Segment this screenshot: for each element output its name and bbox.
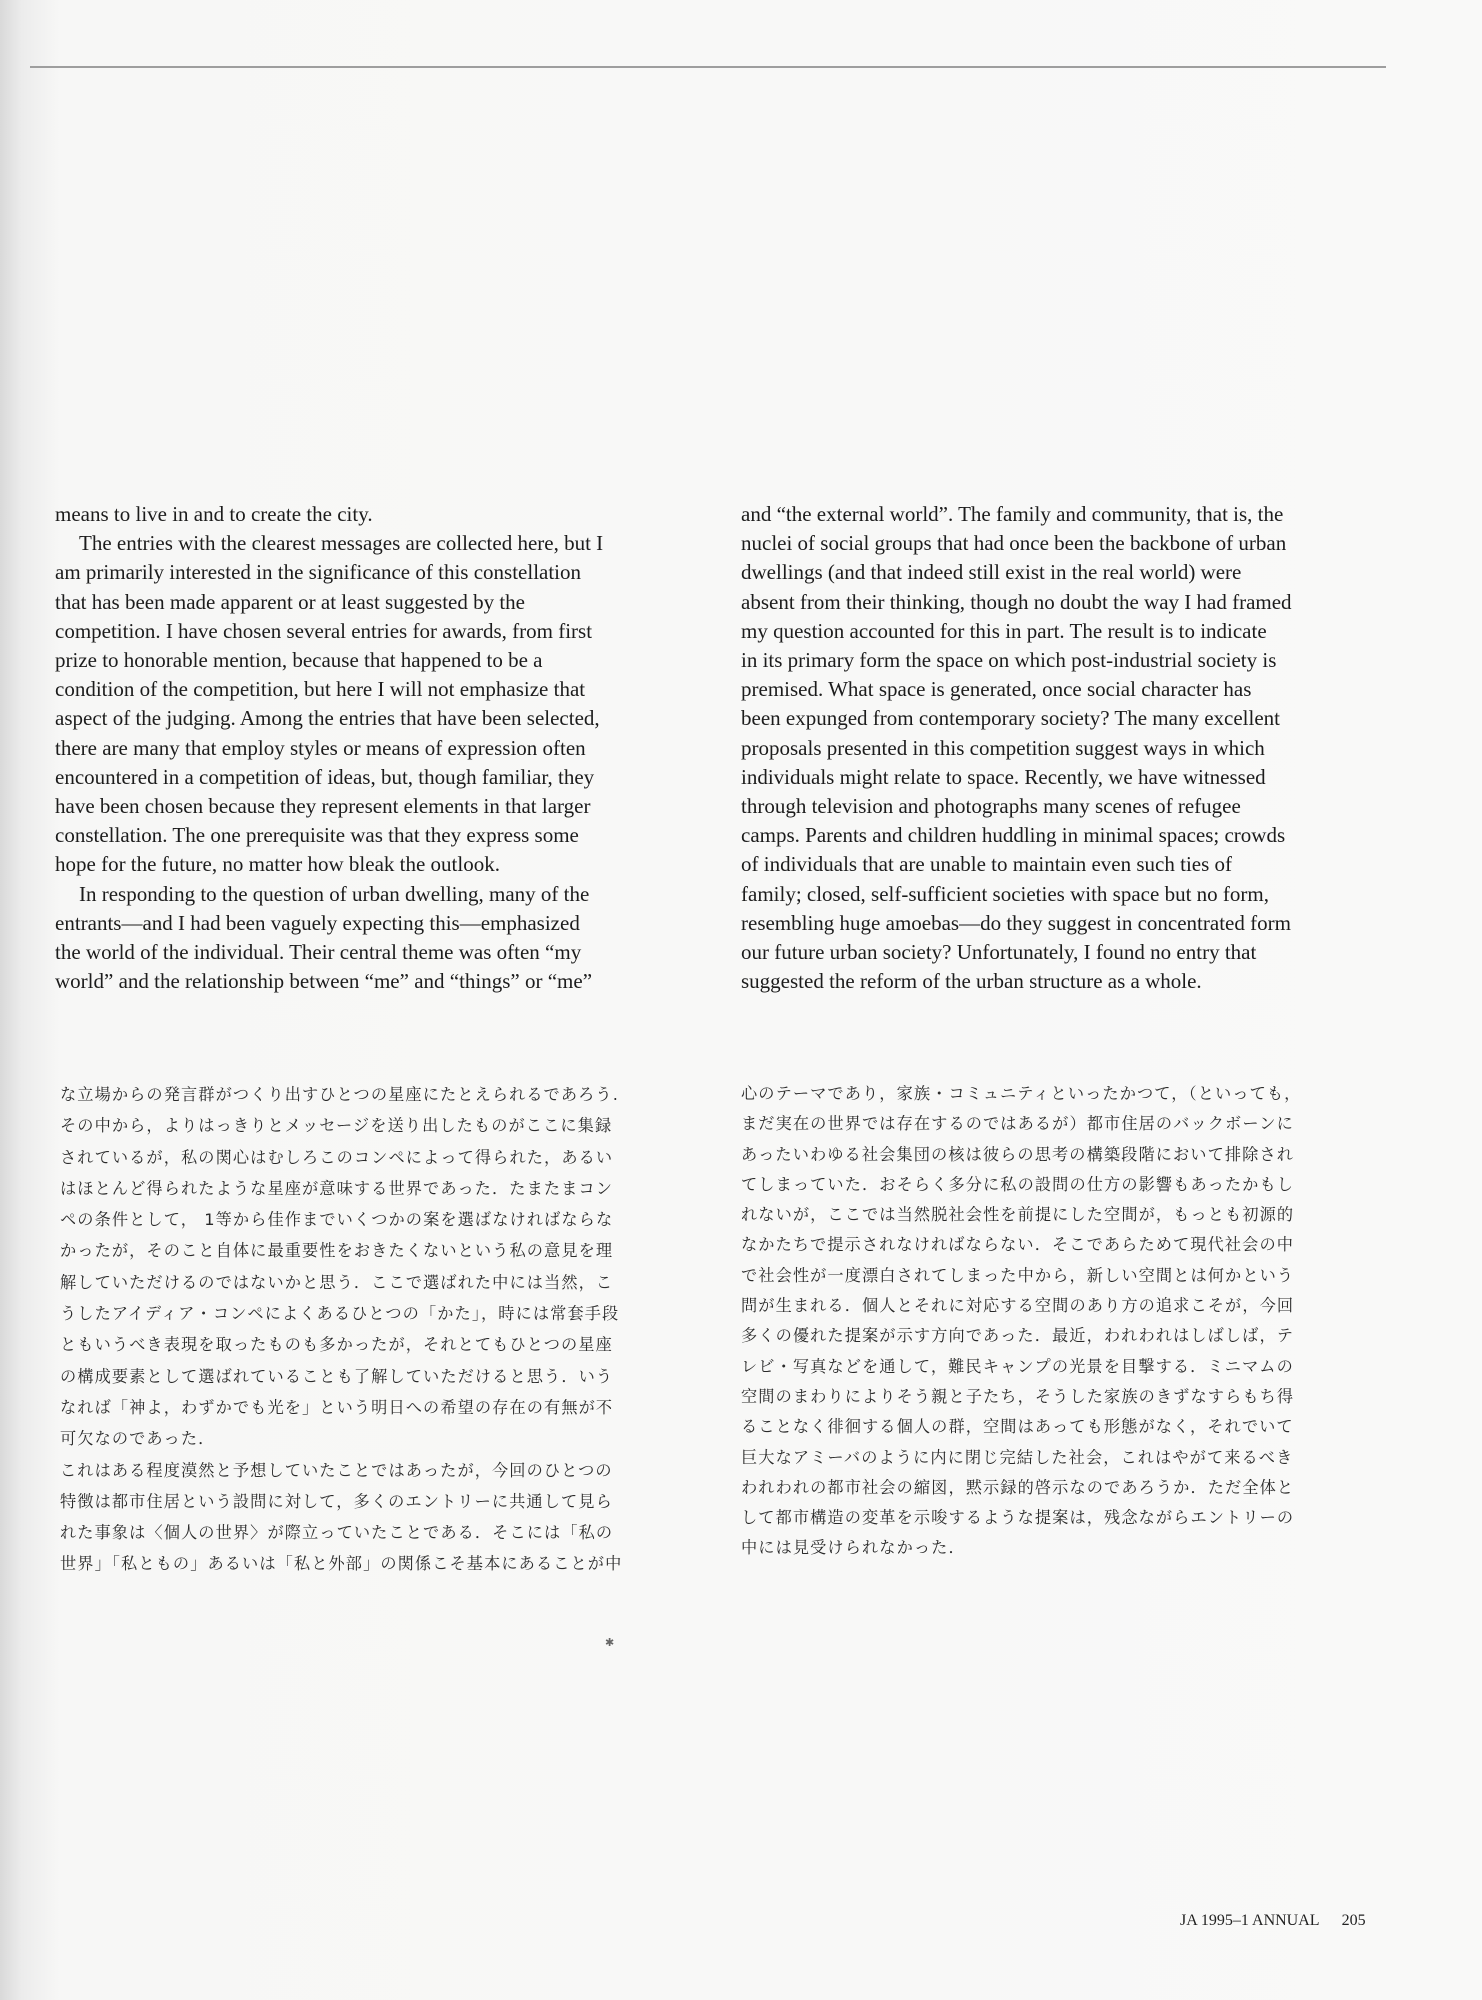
- text-line: prize to honorable mention, because that happened to be a: [55, 648, 543, 673]
- text-line: am primarily interested in the significance of this constellation: [55, 560, 582, 585]
- text-line: have been chosen because they represent elements in that larger: [55, 794, 591, 819]
- japanese-text-line: 空間のまわりによりそう親と子たち，そうした家族のきずなすらもち得: [741, 1386, 1295, 1406]
- japanese-text-line: な立場からの発言群がつくり出すひとつの星座にたとえられるであろう.: [60, 1085, 619, 1104]
- text-line: there are many that employ styles or means of expression often: [55, 735, 586, 760]
- japanese-text-line: 巨大なアミーバのように内に閉じ完結した社会，これはやがて来るべき: [741, 1447, 1294, 1467]
- text-line: of individuals that are unable to maintain even such ties of: [741, 852, 1233, 877]
- japanese-text-line: ペの条件として， 1等から佳作までいくつかの案を選ばなければならな: [60, 1210, 614, 1230]
- publication-name: JA 1995–1 ANNUAL: [1180, 1912, 1320, 1929]
- japanese-text-line: れないが，ここでは当然脱社会性を前提にした空間が，もっとも初源的: [741, 1205, 1295, 1225]
- text-line: that has been made apparent or at least suggested by the: [55, 589, 525, 614]
- text-line: suggested the reform of the urban structure as a whole.: [741, 969, 1202, 994]
- text-line: condition of the competition, but here I will not emphasize that: [55, 677, 586, 702]
- text-line: and “the external world”. The family and community, that is, the: [741, 502, 1284, 526]
- japanese-text-line: 可欠なのであった．: [60, 1429, 216, 1449]
- text-line: constellation. The one prerequisite was that they express some: [55, 823, 579, 848]
- text-line: been expunged from contemporary society? The many excellent: [741, 706, 1280, 731]
- page-footer: [1180, 1912, 1366, 1930]
- text-line: resembling huge amoebas—do they suggest in concentrated form: [741, 910, 1291, 935]
- japanese-text-line: ることなく徘徊する個人の群，空間はあっても形態がなく，それでいて: [741, 1417, 1294, 1437]
- top-rule: [30, 66, 1386, 68]
- japanese-text-line: レビ・写真などを通して，難民キャンプの光景を目撃する．ミニマムの: [741, 1356, 1294, 1376]
- text-line: world” and the relationship between “me” and “things” or “me”: [55, 969, 593, 994]
- text-line: family; closed, self-sufficient societies with space but no form,: [741, 881, 1269, 906]
- japanese-text-line: ともいうべき表現を取ったものも多かったが，それとてもひとつの星座: [60, 1335, 613, 1355]
- japanese-text-line: うしたアイディア・コンペによくあるひとつの「かた」，時には常套手段: [60, 1304, 620, 1324]
- japanese-text-line: 心のテーマであり，家族・コミュニティといったかつて，（といっても，: [741, 1084, 1302, 1103]
- text-line: aspect of the judging. Among the entries that have been selected,: [55, 706, 600, 731]
- english-paragraph: [55, 500, 701, 529]
- english-column-right: [741, 500, 1387, 996]
- text-line: proposals presented in this competition suggest ways in which: [741, 735, 1265, 760]
- page-number: 205: [1341, 1912, 1366, 1929]
- english-paragraph: [55, 880, 701, 997]
- text-line: entrants—and I had been vaguely expecting this—emphasized: [55, 910, 580, 935]
- text-line: absent from their thinking, though no doubt the way I had framed: [741, 589, 1292, 614]
- japanese-text-line: これはある程度漠然と予想していたことではあったが，今回のひとつの: [60, 1460, 613, 1480]
- japanese-text-line: なかたちで提示されなければならない．そこであらためて現代社会の中: [741, 1235, 1295, 1255]
- text-line: competition. I have chosen several entries for awards, from first: [55, 618, 593, 643]
- japanese-text-line: れた事象は〈個人の世界〉が際立っていたことである．そこには「私の: [60, 1523, 614, 1543]
- english-paragraph: [55, 529, 701, 879]
- japanese-text-line: で社会性が一度漂白されてしまった中から，新しい空間とは何かという: [741, 1265, 1295, 1285]
- japanese-text-line: の構成要素として選ばれていることも了解していただけると思う．いう: [60, 1366, 614, 1386]
- gutter-mark-icon: ✱: [605, 1636, 615, 1649]
- text-line: dwellings (and that indeed still exist in the real world) were: [741, 560, 1242, 585]
- text-line: nuclei of social groups that had once been the backbone of urban: [741, 531, 1287, 556]
- japanese-text-line: かったが，そのこと自体に最重要性をおきたくないという私の意見を理: [60, 1241, 614, 1261]
- text-line: encountered in a competition of ideas, but, though familiar, they: [55, 764, 595, 789]
- japanese-text-line: 解していただけるのではないかと思う．ここで選ばれた中には当然，こ: [60, 1272, 614, 1292]
- english-column-left: [55, 500, 701, 996]
- japanese-text-line: 世界」「私ともの」あるいは「私と外部」の関係こそ基本にあることが中: [60, 1554, 623, 1574]
- japanese-text-line: 中には見受けられなかった．: [741, 1538, 966, 1558]
- text-line: camps. Parents and children huddling in minimal spaces; crowds: [741, 823, 1286, 848]
- japanese-text-line: あったいわゆる社会集団の核は彼らの思考の構築段階において排除され: [741, 1144, 1295, 1164]
- japanese-column-left: [60, 1079, 720, 1580]
- japanese-text-line: その中から，よりはっきりとメッセージを送り出したものがここに集録: [60, 1116, 613, 1136]
- text-line: In responding to the question of urban dwelling, many of the: [79, 881, 590, 906]
- text-line: individuals might relate to space. Recently, we have witnessed: [741, 764, 1266, 789]
- text-line: in its primary form the space on which post-industrial society is: [741, 648, 1277, 673]
- japanese-column-right: [741, 1079, 1401, 1564]
- text-line: The entries with the clearest messages are collected here, but I: [79, 531, 604, 556]
- japanese-text-line: われわれの都市社会の縮図，黙示録的啓示なのであろうか．ただ全体と: [741, 1477, 1295, 1497]
- text-line: the world of the individual. Their central theme was often “my: [55, 940, 582, 965]
- text-line: through television and photographs many scenes of refugee: [741, 794, 1241, 819]
- japanese-text-line: なれば「神よ，わずかでも光を」という明日への希望の存在の有無が不: [60, 1397, 614, 1417]
- text-line: our future urban society? Unfortunately, I found no entry that: [741, 940, 1257, 965]
- japanese-text-line: まだ実在の世界では存在するのではあるが）都市住居のバックボーンに: [741, 1114, 1294, 1134]
- japanese-text-line: して都市構造の変革を示唆するような提案は，残念ながらエントリーの: [741, 1508, 1295, 1528]
- japanese-text-line: 多くの優れた提案が示す方向であった．最近，われわれはしばしば，テ: [741, 1326, 1295, 1346]
- japanese-text-line: 問が生まれる．個人とそれに対応する空間のあり方の追求こそが，今回: [741, 1296, 1295, 1316]
- text-line: premised. What space is generated, once social character has: [741, 677, 1252, 702]
- japanese-text-line: てしまっていた．おそらく多分に私の設問の仕方の影響もあったかもし: [741, 1174, 1295, 1194]
- japanese-text-line: はほとんど得られたような星座が意味する世界であった．たまたまコン: [60, 1178, 614, 1198]
- japanese-text-line: されているが，私の関心はむしろこのコンペによって得られた，あるい: [60, 1147, 614, 1167]
- text-line: means to live in and to create the city.: [55, 502, 373, 526]
- english-paragraph: [741, 500, 1387, 996]
- text-line: my question accounted for this in part. The result is to indicate: [741, 618, 1267, 643]
- text-line: hope for the future, no matter how bleak the outlook.: [55, 852, 500, 877]
- japanese-text-line: 特徴は都市住居という設問に対して，多くのエントリーに共通して見ら: [60, 1491, 613, 1511]
